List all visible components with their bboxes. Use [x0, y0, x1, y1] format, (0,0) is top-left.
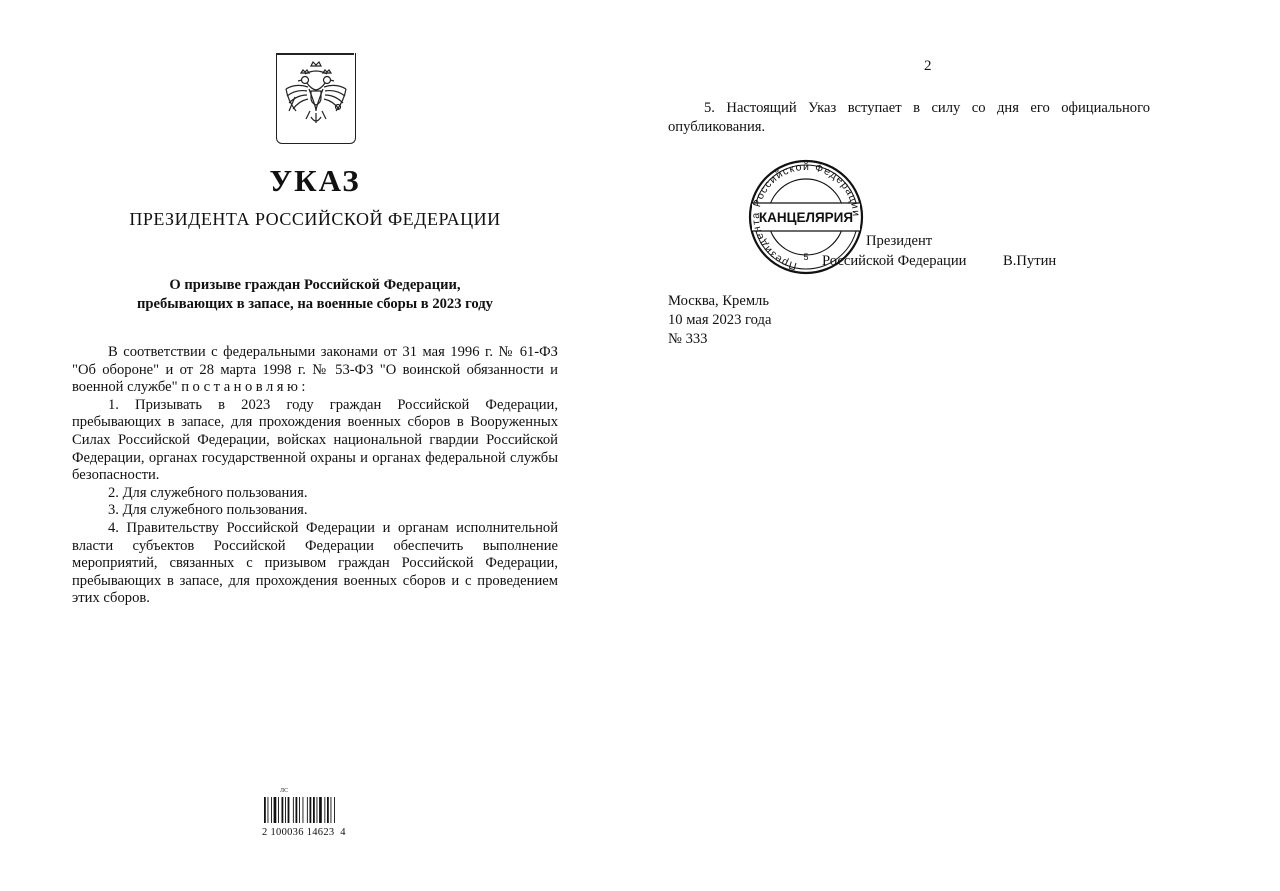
document-subtitle: ПРЕЗИДЕНТА РОССИЙСКОЙ ФЕДЕРАЦИИ: [129, 209, 501, 229]
decree-page-2: [640, 0, 1280, 891]
clause-4: 4. Правительству Российской Федерации и органам исполнительной власти субъектов Российской Федерации обеспечить выполнение мероприятий, связанных с призывом граждан Российской Федерации, пребывающих в запасе, для прохождения военных сборов и с проведением этих сборов.: [72, 519, 558, 607]
barcode-bar: [324, 797, 325, 823]
barcode-bar: [271, 797, 272, 823]
signature-name: В.Путин: [1003, 253, 1057, 269]
clause-5-block: [668, 99, 1150, 137]
stamp-number: 5: [803, 252, 809, 262]
clause-1: 1. Призывать в 2023 году граждан Российской Федерации, пребывающих в запасе, для прохождения военных сборов в Вооруженных Силах Российской Федерации, войсках национальной гвардии Российской Федерации, органах государственной охраны и органах федеральной службы безопасности.: [72, 396, 558, 484]
decree-subject: [72, 276, 558, 314]
barcode-bar: [319, 797, 322, 823]
signature-organization: Российской Федерации: [822, 253, 967, 269]
barcode-bar: [285, 797, 286, 823]
barcode-bar: [310, 797, 312, 823]
barcode-bar: [317, 797, 318, 823]
barcode-bar: [331, 797, 332, 823]
barcode-bar: [299, 797, 300, 823]
barcode-number: 2 100036 14623 4: [262, 827, 346, 838]
barcode-bar: [282, 797, 284, 823]
barcode-bar: [313, 797, 315, 823]
decree-body: [72, 344, 558, 608]
barcode-bar: [264, 797, 266, 823]
clause-3: 3. Для служебного пользования.: [108, 502, 308, 519]
clause-5: 5. Настоящий Указ вступает в силу со дня его официального опубликования.: [668, 100, 1150, 135]
barcode-bar: [296, 797, 298, 823]
stamp-ring-text: Президента Российской Федерации: [749, 160, 863, 273]
decree-number: № 333: [668, 331, 708, 347]
document-title: УКАЗ: [269, 163, 361, 198]
subject-line-1: О призыве граждан Российской Федерации,: [169, 277, 461, 293]
barcode-bar: [307, 797, 308, 823]
barcode-bar: [288, 797, 290, 823]
signing-date: 10 мая 2023 года: [668, 312, 772, 328]
signature-title: Президент: [866, 233, 933, 249]
barcode-bar: [334, 797, 335, 823]
signing-place-block: [668, 292, 771, 349]
clause-2: 2. Для служебного пользования.: [108, 484, 308, 501]
barcode-bar: [303, 797, 304, 823]
barcode-bar: [327, 797, 329, 823]
preamble-paragraph: [72, 344, 558, 397]
barcode-bar: [268, 797, 269, 823]
barcode-bar: [293, 797, 294, 823]
barcode-bar: [278, 797, 279, 823]
chancellery-stamp: [748, 156, 864, 278]
barcode: [262, 785, 340, 825]
coat-of-arms-emblem: [276, 53, 356, 144]
stamp-center-text: КАНЦЕЛЯРИЯ: [758, 210, 854, 225]
svg-text:ЛС: ЛС: [280, 788, 289, 794]
barcode-bar: [274, 797, 277, 823]
preamble-text: В соответствии с федеральными законами от 31 мая 1996 г. № 61-ФЗ "Об обороне" и от 28 марта 1998 г. № 53-ФЗ "О воинской обязанности и военной службе": [72, 344, 558, 396]
signing-place: Москва, Кремль: [668, 293, 769, 309]
page-number: 2: [924, 58, 932, 74]
subject-line-2: пребывающих в запасе, на военные сборы в 2023 году: [137, 296, 493, 312]
double-headed-eagle-icon: [281, 57, 351, 137]
preamble-verb: постановляю:: [181, 379, 309, 396]
